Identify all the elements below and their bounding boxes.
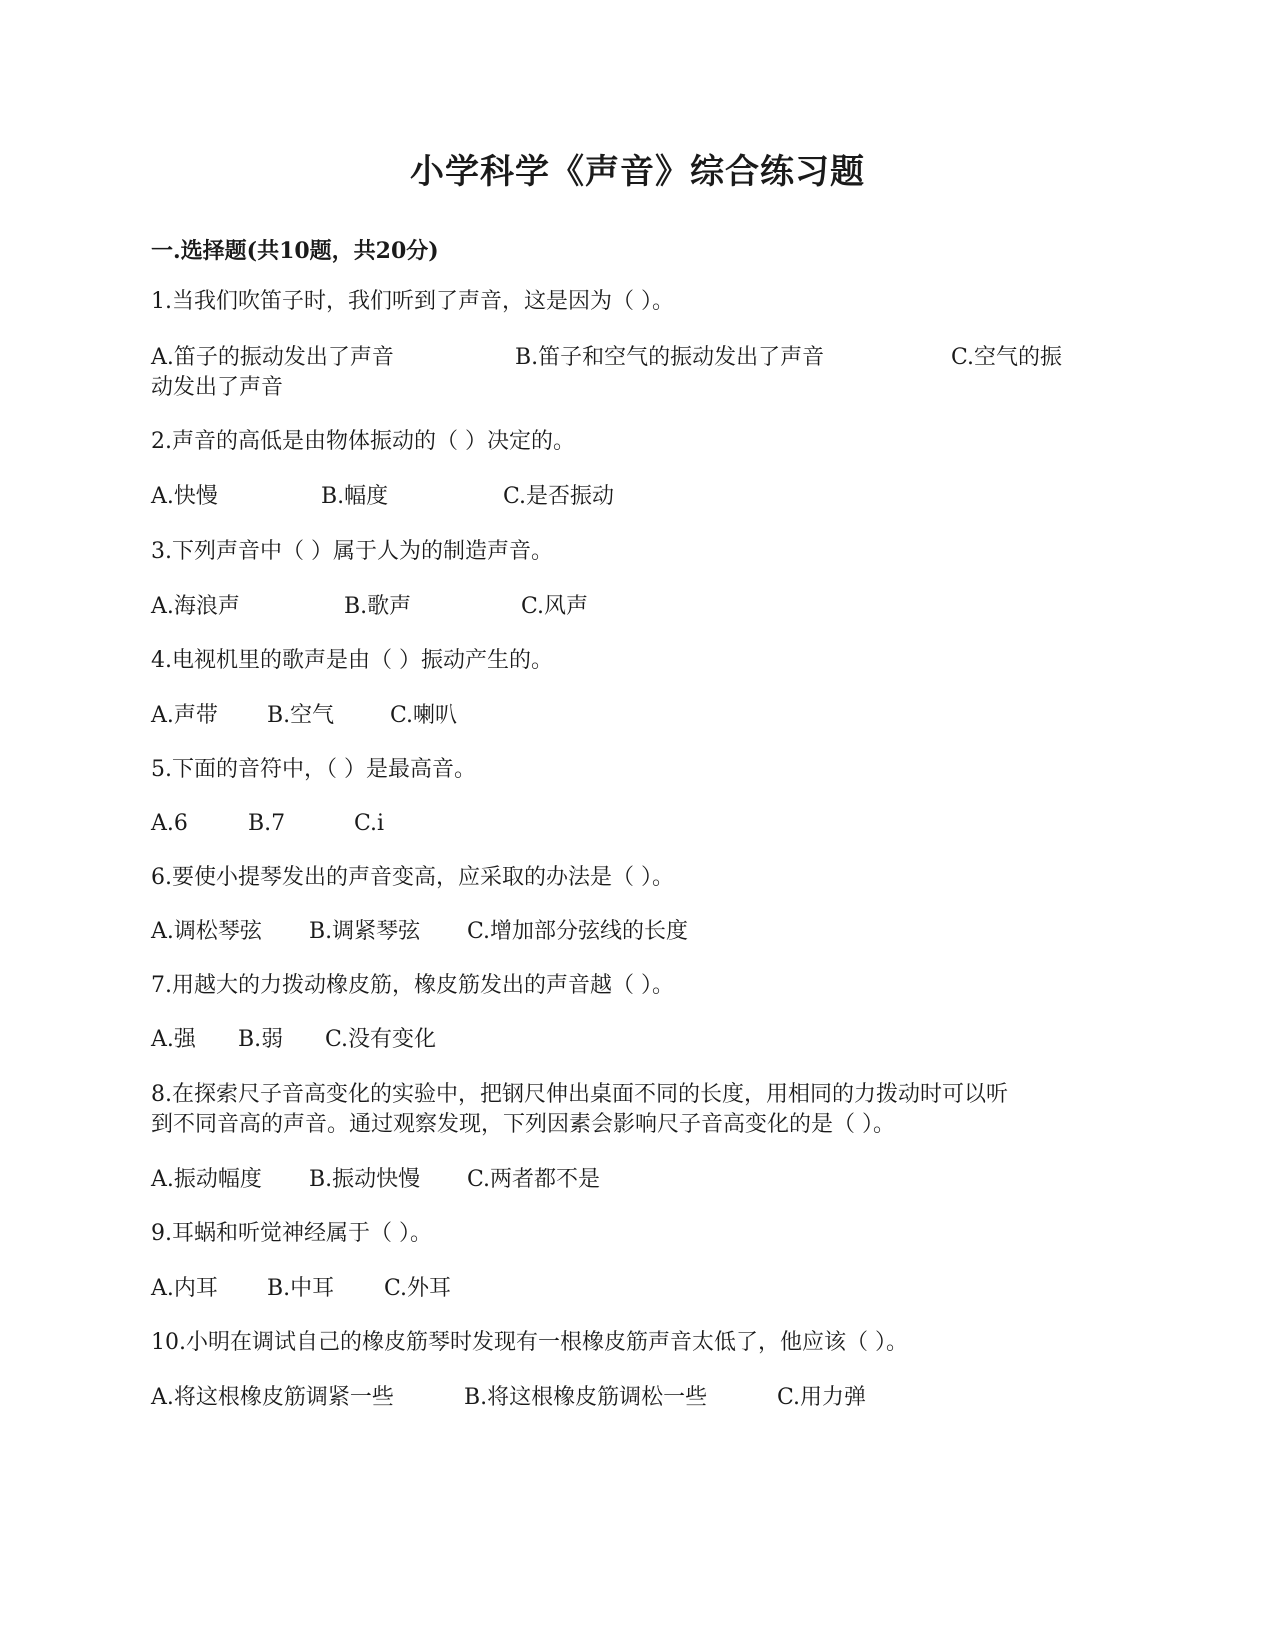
question-8-stem-continued: 到不同音高的声音。通过观察发现，下列因素会影响尺子音高变化的是（ ）。	[151, 1112, 895, 1137]
option-c: C.风声	[521, 594, 589, 619]
question-7-options	[151, 1024, 1131, 1056]
option-b: B.7	[248, 811, 286, 836]
question-5-stem: 5.下面的音符中，（ ）是最高音。	[151, 757, 476, 782]
option-b: B.振动快慢	[309, 1167, 421, 1192]
question-10-stem: 10.小明在调试自己的橡皮筋琴时发现有一根橡皮筋声音太低了，他应该（ ）。	[151, 1330, 908, 1355]
question-4-options	[151, 700, 1131, 732]
question-1-options	[151, 342, 1131, 374]
option-c: C.喇叭	[390, 703, 458, 728]
option-a: A.笛子的振动发出了声音	[151, 345, 394, 370]
option-b: B.中耳	[267, 1276, 335, 1301]
option-c: C.没有变化	[325, 1027, 437, 1052]
option-a: A.内耳	[151, 1276, 218, 1301]
option-c: C.两者都不是	[467, 1167, 601, 1192]
question-6-options	[151, 916, 1131, 948]
question-1-stem: 1.当我们吹笛子时，我们听到了声音，这是因为（ ）。	[151, 289, 674, 314]
question-7-stem: 7.用越大的力拨动橡皮筋，橡皮筋发出的声音越（ ）。	[151, 973, 674, 998]
option-b: B.笛子和空气的振动发出了声音	[515, 345, 825, 370]
question-2-options	[151, 481, 1131, 513]
question-3-stem: 3.下列声音中（ ）属于人为的制造声音。	[151, 539, 553, 564]
option-a: A.将这根橡皮筋调紧一些	[151, 1385, 394, 1410]
question-10-options	[151, 1382, 1131, 1414]
question-8-stem: 8.在探索尺子音高变化的实验中，把钢尺伸出桌面不同的长度，用相同的力拨动时可以听	[151, 1082, 1008, 1107]
option-a: A.声带	[151, 703, 218, 728]
option-c: C.外耳	[384, 1276, 452, 1301]
option-b: B.幅度	[321, 484, 389, 509]
option-b: B.歌声	[344, 594, 412, 619]
question-1-options-continued: 动发出了声音	[151, 375, 284, 400]
option-c: C.i	[354, 811, 385, 836]
option-b: B.将这根橡皮筋调松一些	[464, 1385, 708, 1410]
option-a: A.快慢	[151, 484, 218, 509]
question-6-stem: 6.要使小提琴发出的声音变高，应采取的办法是（ ）。	[151, 865, 674, 890]
option-a: A.海浪声	[151, 594, 240, 619]
option-a: A.6	[151, 811, 188, 836]
option-c: C.增加部分弦线的长度	[467, 919, 689, 944]
question-4-stem: 4.电视机里的歌声是由（ ）振动产生的。	[151, 648, 553, 673]
question-9-options	[151, 1273, 1131, 1305]
page-title: 小学科学《声音》综合练习题	[410, 152, 865, 192]
option-a: A.调松琴弦	[151, 919, 262, 944]
question-8-options	[151, 1164, 1131, 1196]
option-b: B.空气	[267, 703, 335, 728]
option-b: B.调紧琴弦	[309, 919, 421, 944]
option-c: C.用力弹	[777, 1385, 867, 1410]
option-c: C.是否振动	[503, 484, 615, 509]
option-a: A.强	[151, 1027, 196, 1052]
option-a: A.振动幅度	[151, 1167, 262, 1192]
question-3-options	[151, 591, 1131, 623]
question-2-stem: 2.声音的高低是由物体振动的（ ）决定的。	[151, 429, 575, 454]
question-9-stem: 9.耳蜗和听觉神经属于（ ）。	[151, 1221, 432, 1246]
section-heading: 一.选择题(共10题，共20分)	[151, 238, 439, 264]
option-b: B.弱	[238, 1027, 284, 1052]
question-5-options	[151, 808, 1131, 840]
option-c: C.空气的振	[951, 345, 1063, 370]
